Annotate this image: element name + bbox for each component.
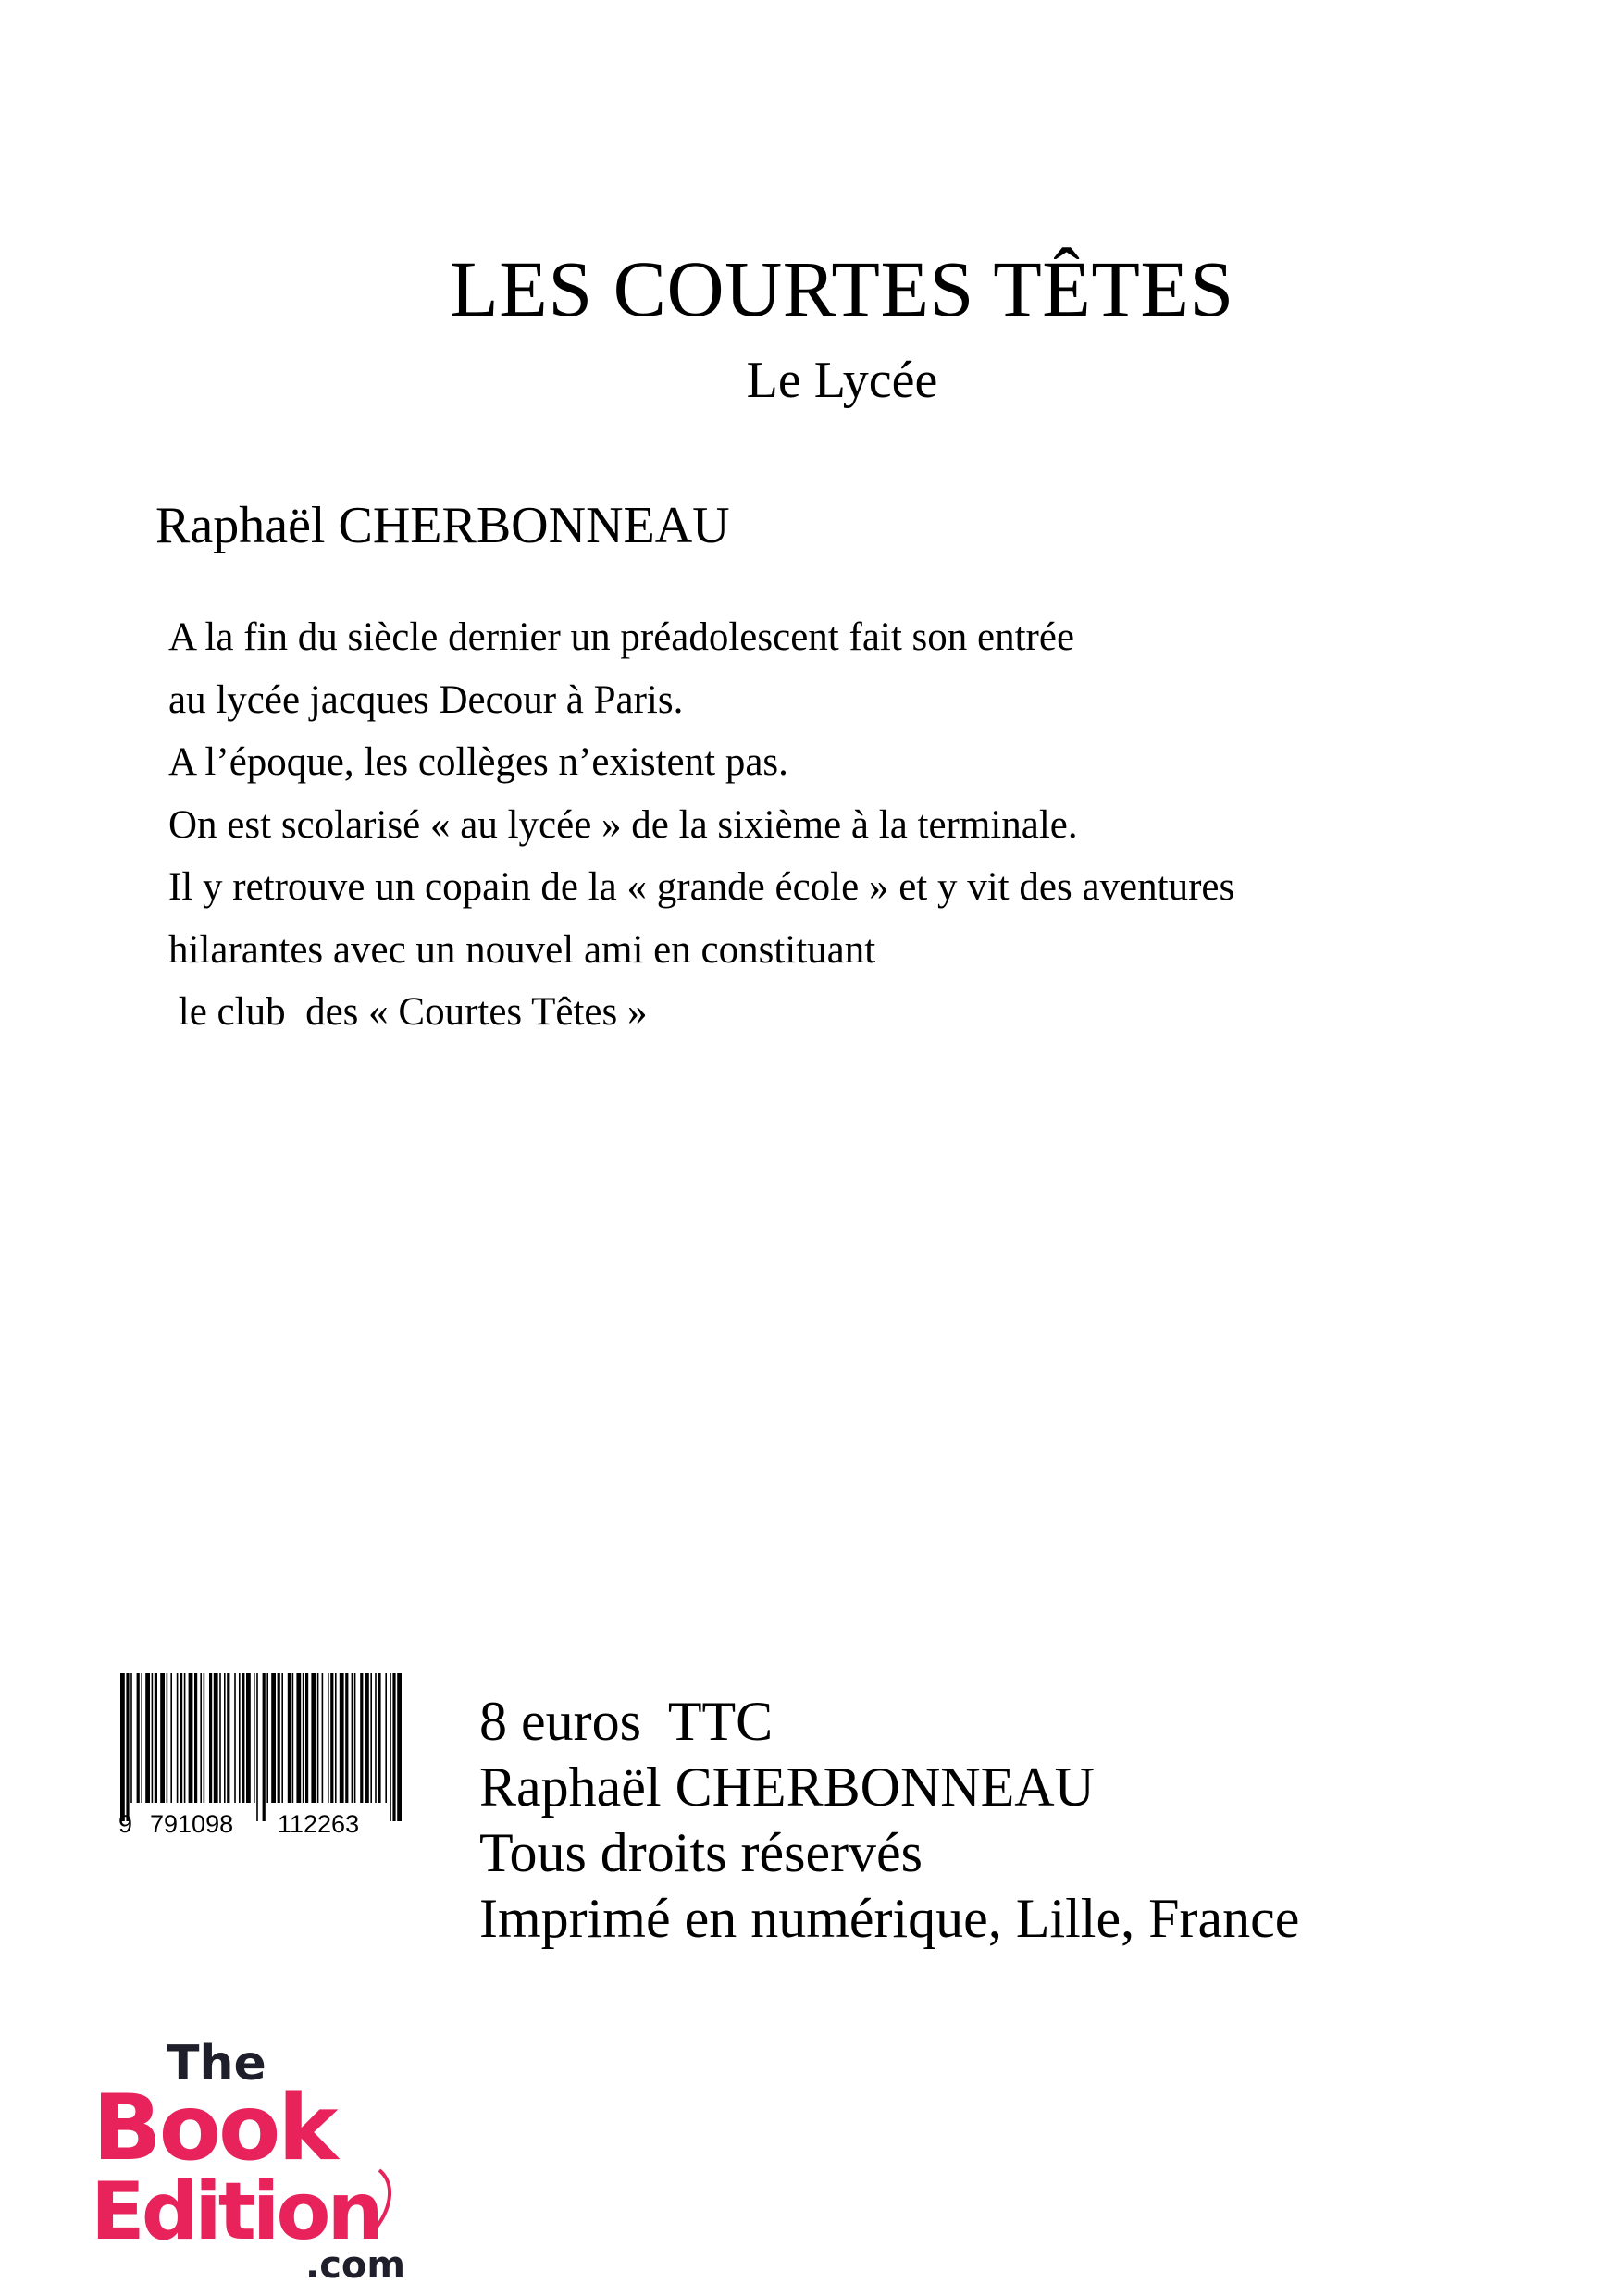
barcode-bar [194, 1673, 197, 1803]
barcode-bar [180, 1673, 182, 1803]
barcode-bar [239, 1673, 241, 1803]
publication-info [479, 1689, 1299, 1952]
barcode-bar [322, 1673, 324, 1803]
barcode-digits-left: 791098 [150, 1810, 234, 1838]
barcode-bar [170, 1673, 172, 1803]
barcode-bar [385, 1673, 387, 1803]
blurb-line: hilarantes avec un nouvel ami en constituant [168, 927, 876, 972]
barcode-bar [184, 1673, 186, 1803]
barcode-bar [340, 1673, 344, 1803]
barcode-bar [242, 1673, 244, 1803]
barcode-bar [330, 1673, 333, 1803]
logo-book: Book [93, 2076, 336, 2181]
info-author: Raphaël CHERBONNEAU [479, 1756, 1095, 1818]
blurb-line: A l’époque, les collèges n’existent pas. [168, 740, 788, 784]
barcode-bar [266, 1673, 268, 1803]
barcode-bar [160, 1673, 165, 1803]
barcode-bar [130, 1673, 132, 1803]
book-subtitle: Le Lycée [746, 352, 938, 409]
barcode-bar [370, 1673, 372, 1803]
barcode-bar [141, 1673, 142, 1803]
barcode-bar [397, 1673, 402, 1821]
printing-notice: Imprimé en numérique, Lille, France [479, 1888, 1300, 1949]
barcode-bar [317, 1673, 319, 1803]
barcode-bar [354, 1673, 356, 1803]
barcode-bar [263, 1673, 266, 1821]
barcode-bar [375, 1673, 377, 1803]
barcode-bar [204, 1673, 205, 1803]
barcode-bar [155, 1673, 157, 1803]
logo-dotcom: .com [305, 2244, 406, 2281]
logo-edition: Edition [91, 2166, 380, 2258]
barcode-bar [234, 1673, 236, 1803]
barcode-bar [137, 1673, 140, 1803]
barcode-bar [278, 1673, 280, 1803]
barcode-bar [345, 1673, 348, 1803]
barcode-bar [392, 1673, 395, 1821]
barcode-bar [126, 1673, 129, 1821]
barcode-bar [303, 1673, 304, 1803]
barcode-bar [189, 1673, 193, 1803]
logo-the: The [167, 2036, 266, 2091]
blurb-line: Il y retrouve un copain de la « grande école » et y vit des aventures [168, 865, 1235, 909]
barcode-bar [335, 1673, 337, 1803]
rights-notice: Tous droits réservés [479, 1822, 923, 1883]
blurb-line: au lycée jacques Decour à Paris. [168, 677, 684, 722]
barcode-bar [177, 1673, 179, 1803]
barcode-bar [227, 1673, 229, 1803]
barcode-bar [328, 1673, 329, 1803]
barcode-bar [120, 1673, 125, 1821]
barcode-bar [360, 1673, 363, 1803]
barcode-bar [224, 1673, 226, 1803]
barcode-bar [200, 1673, 202, 1803]
barcode-bar [288, 1673, 291, 1803]
barcode-bar [352, 1673, 353, 1803]
barcode-digits [118, 1808, 402, 1840]
barcode-bar [246, 1673, 251, 1803]
barcode-bar [281, 1673, 283, 1803]
blurb-line: A la fin du siècle dernier un préadolescent fait son entrée [168, 615, 1075, 659]
barcode-digit-first: 9 [118, 1810, 133, 1838]
barcode-digits-right: 112263 [278, 1810, 360, 1838]
price: 8 euros TTC [479, 1691, 774, 1752]
barcode-bar [145, 1673, 150, 1803]
barcode-bar [167, 1673, 168, 1803]
barcode-bar [390, 1673, 391, 1821]
blurb-line: le club des « Courtes Têtes » [168, 990, 648, 1034]
author-name: Raphaël CHERBONNEAU [155, 497, 730, 554]
barcode-bar [152, 1673, 154, 1803]
barcode-bar [365, 1673, 369, 1803]
blurb [168, 606, 1510, 1044]
barcode-bar [296, 1673, 301, 1803]
barcode-bar [271, 1673, 276, 1803]
barcode-bar [378, 1673, 380, 1803]
blurb-line: On est scolarisé « au lycée » de la sixième à la terminale. [168, 802, 1078, 847]
barcode-bar [254, 1673, 255, 1803]
barcode-bar [256, 1673, 258, 1821]
barcode-bar [214, 1673, 218, 1803]
barcode-bar [209, 1673, 212, 1803]
barcode-bar [292, 1673, 294, 1803]
book-title: LES COURTES TÊTES [450, 244, 1234, 333]
barcode-bar [311, 1673, 316, 1803]
barcode-bar [219, 1673, 221, 1803]
thebookedition-logo [91, 2031, 433, 2281]
isbn-barcode [118, 1673, 402, 1821]
barcode-bar [305, 1673, 308, 1803]
